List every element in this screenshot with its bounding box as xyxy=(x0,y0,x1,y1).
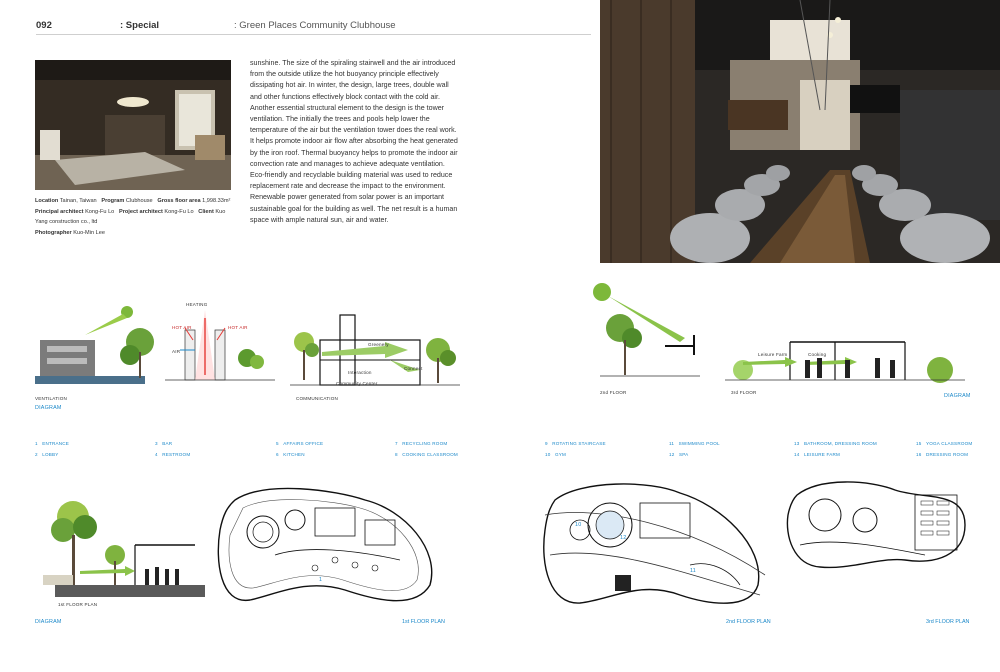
label-diagram-2: DIAGRAM xyxy=(944,393,971,399)
label-cooking: Cooking xyxy=(808,352,827,357)
label-second-floor: 2nd FLOOR xyxy=(600,390,627,395)
plan-number-gym: 10 xyxy=(575,522,582,528)
second-floor-diagram xyxy=(590,280,710,390)
legend-item-3: 3 BAR xyxy=(155,441,173,446)
label-air: AIR xyxy=(172,349,181,354)
page-number: 092 xyxy=(36,20,52,31)
legend-item-10: 10 GYM xyxy=(545,452,567,457)
first-floor-diagram xyxy=(35,495,205,600)
legend-item-7: 7 RECYCLING ROOM xyxy=(395,441,448,446)
interior-photo-small xyxy=(35,60,231,190)
header-rule xyxy=(36,34,591,35)
legend-item-9: 9 ROTATING STAIRCASE xyxy=(545,441,606,446)
legend-item-14: 14 LEISURE FARM xyxy=(794,452,841,457)
project-credits: Location Tainan, Taiwan Program Clubhouse Gross floor area 1,998.33m² Principal architect Kong-Fu Lo Project architect Kong-Fu Lo Client Kuo Yang construction co., ltd Photographer Kuo-Min Lee xyxy=(35,198,231,236)
label-hot-air-2: HOT AIR xyxy=(228,325,248,330)
legend-item-1: 1 ENTRANCE xyxy=(35,441,70,446)
legend-item-5: 5 AFFAIRS OFFICE xyxy=(276,441,324,446)
first-floor-plan xyxy=(215,480,445,615)
body-text: sunshine. The size of the spiraling stairwell and the air introduced from the outside utilize the hot buoyancy principle effectively dissipating hot air. In winter, the design, large trees, double wall and other functions effectively block contact with the cold air. Another essential structural element to the design is the tower ventilation. The initially the trees and pools help lower the temperature of the air but the ventilation tower does the real work. It helps promote indoor air flow after absorbing the heat generated by the iron roof. Thermal buoyancy helps to promote the indoor air convection rate and manages to achieve adequate ventilation. Eco-friendly and recyclable building material was used to reduce replacement rate and decrease the impact to the environment. Renewable power generated from solar power is an important sustainable goal for the building as well. The net result is a human space with ample natural sun, air and water. xyxy=(250,59,458,224)
label-community-center: Community Center xyxy=(336,381,378,386)
label-first-floor-plan: 1st FLOOR PLAN xyxy=(402,619,445,625)
legend-item-11: 11 SWIMMING POOL xyxy=(669,441,720,446)
label-second-floor-plan: 2nd FLOOR PLAN xyxy=(726,619,771,625)
label-diagram-3: DIAGRAM xyxy=(35,619,62,625)
ventilation-diagram xyxy=(35,300,275,390)
communication-diagram xyxy=(290,310,460,390)
interior-photo-large xyxy=(600,0,1000,263)
legend-item-15: 15 YOGA CLASSROOM xyxy=(916,441,973,446)
label-first-floor-plan-small: 1st FLOOR PLAN xyxy=(58,602,98,607)
legend-item-2: 2 LOBBY xyxy=(35,452,59,457)
label-third-floor: 3rd FLOOR xyxy=(731,390,757,395)
plan-number-entrance: 1 xyxy=(319,577,323,583)
label-communication: COMMUNICATION xyxy=(296,396,339,401)
third-floor-diagram xyxy=(725,330,965,385)
label-leisure-farm: Leisure Farm xyxy=(758,352,788,357)
plan-number-spa: 12 xyxy=(620,535,627,541)
label-interaction: Interaction xyxy=(348,370,372,375)
project-title: : Green Places Community Clubhouse xyxy=(234,20,396,31)
third-floor-plan xyxy=(785,475,970,575)
legend-item-12: 12 SPA xyxy=(669,452,689,457)
legend-item-16: 16 DRESSING ROOM xyxy=(916,452,969,457)
label-ventilation: VENTILATION xyxy=(35,396,67,401)
legend-item-8: 8 COOKING CLASSROOM xyxy=(395,452,458,457)
label-heating: HEATING xyxy=(186,302,208,307)
section-title: : Special xyxy=(120,20,160,31)
label-third-floor-plan: 3rd FLOOR PLAN xyxy=(926,619,970,625)
legend-item-4: 4 RESTROOM xyxy=(155,452,191,457)
legend-item-13: 13 BATHROOM, DRESSING ROOM xyxy=(794,441,877,446)
legend-item-6: 6 KITCHEN xyxy=(276,452,305,457)
second-floor-plan xyxy=(540,475,770,615)
label-diagram-1: DIAGRAM xyxy=(35,405,62,411)
label-hot-air-1: HOT AIR xyxy=(172,325,192,330)
label-greenery: Greenery xyxy=(368,342,389,347)
label-connect: Connect xyxy=(404,366,423,371)
plan-number-pool: 11 xyxy=(690,568,696,574)
